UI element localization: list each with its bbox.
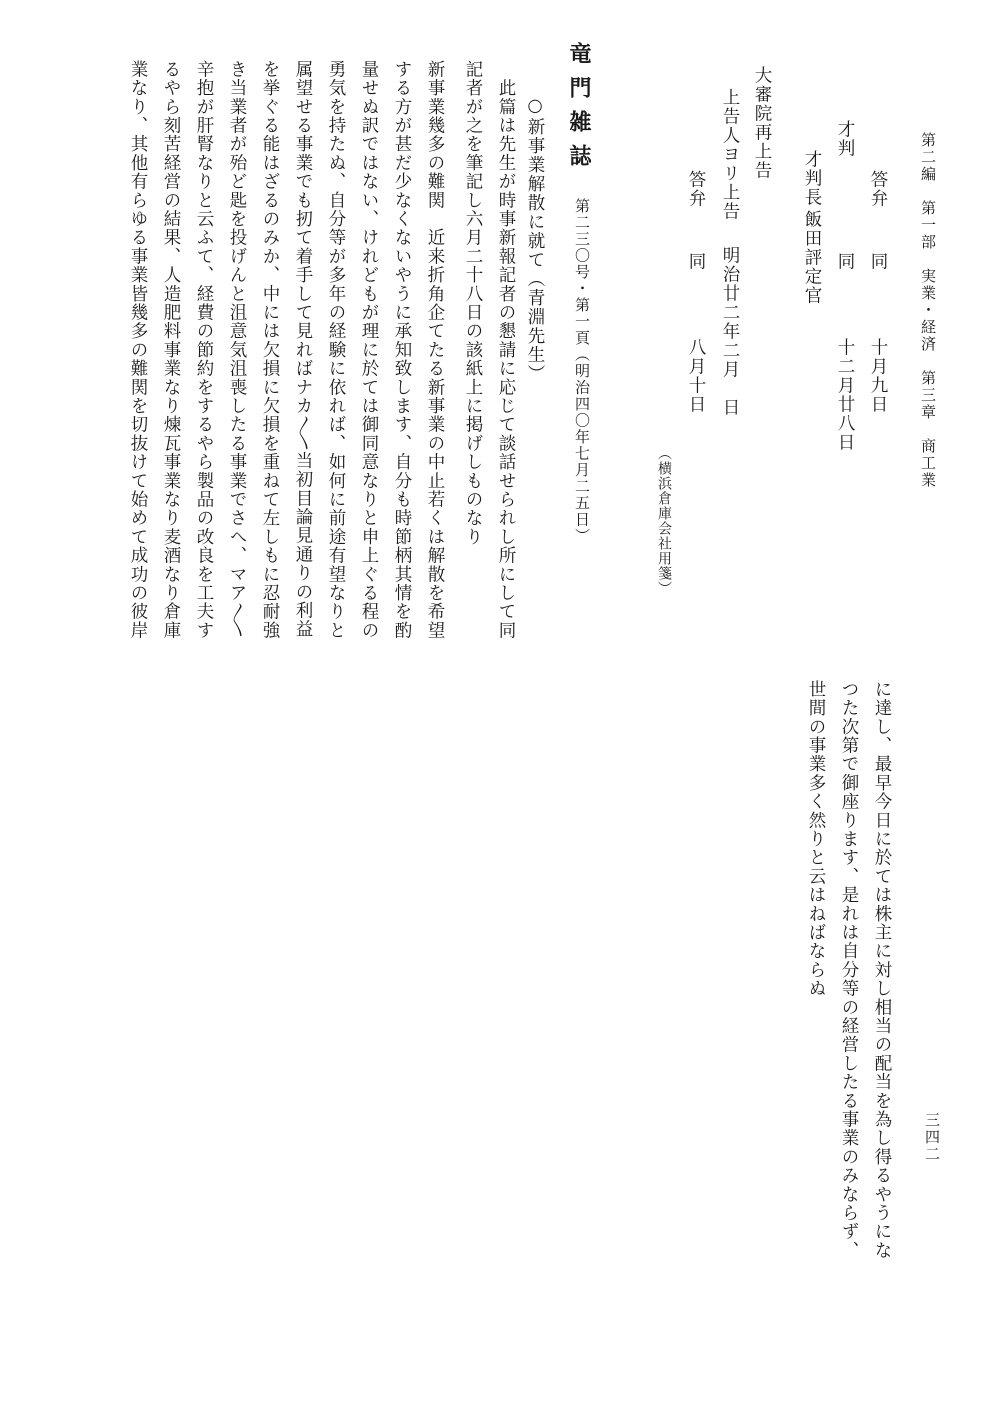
continuation-line: に達し、最早今日に於ては株主に対し相当の配当を為し得るやうにな [872,680,892,1260]
stationery-note: （横浜倉庫会社用箋） [656,446,672,596]
ruling-label: 才判 [835,120,855,158]
article-line: き当業者が殆ど匙を投げんと沮意気沮喪したる事業でさへ、マア〳〵 [227,60,247,639]
appeal-reply-ditto: 同 [686,252,706,271]
article-line: るやら刻苦経営の結果、人造肥料事業なり煉瓦事業なり麦酒なり倉庫 [161,60,181,640]
article-line: 勇気を持たぬ、自分等が多年の経験に依れば、如何に前途有望なりと [326,60,346,640]
issue-info: 第二三〇号・第一頁（明治四〇年七月二五日） [573,198,591,545]
reply-date: 十月九日 [868,338,888,414]
article-line: する方が甚だ少なくないやうに承知致します、自分も時節柄其情を酌 [392,60,412,640]
article-line: を挙ぐる能はざるのみか、中には欠損に欠損を重ねて左しもに忍耐強 [260,60,280,640]
ruling-date: 十二月廿八日 [835,338,855,452]
chief-judge-name: 飯田評定官 [802,210,822,305]
page-number: 三四二 [923,1112,941,1163]
ruling-ditto: 同 [835,252,855,271]
article-line: 此篇は先生が時事新報記者の懇請に応じて談話せられし所にして同 [496,60,516,640]
article-line: 量せぬ訳ではない、けれどもが理に於ては御同意なりと申上ぐる程の [359,60,379,640]
reply-ditto: 同 [868,252,888,271]
appeal-reply-label: 答弁 [686,170,706,208]
article-line: 業なり、其他有らゆる事業皆幾多の難関を切抜けて始めて成功の彼岸 [128,60,148,640]
article-line: 属望せる事業でも扨て着手して見ればナカ〳〵当初目論見通りの利益 [293,60,313,639]
article-line: 記者が之を筆記し六月二十八日の該紙上に掲げしものなり [463,60,483,547]
continuation-line: 世間の事業多く然りと云はねばならぬ [806,680,826,998]
continuation-line: つた次第で御座ります、是れは自分等の経営したる事業のみならず、 [839,680,859,1260]
magazine-title: 竜門雑誌 [566,42,592,178]
supreme-court-reappeal: 大審院再上告 [752,66,772,180]
article-line: 辛抱が肝腎なりと云ふて、経費の節約をするやら製品の改良を工夫す [194,60,214,640]
appeal-by-appellant-label: 上告人ヨリ上告 [720,88,740,221]
article-title: ○新事業解散に就て（青淵先生） [525,96,545,384]
reply-label: 答弁 [868,170,888,208]
article-line: 新事業幾多の難関 近来折角企てたる新事業の中止若くは解散を希望 [425,60,445,640]
chief-judge-label: 才判長 [802,150,822,207]
appeal-by-appellant-date: 明治廿二年二月 日 [720,246,740,417]
appeal-reply-date: 八月十日 [686,338,706,414]
running-head: 第二編 第一部 実業・経済 第三章 商工業 [919,132,937,489]
